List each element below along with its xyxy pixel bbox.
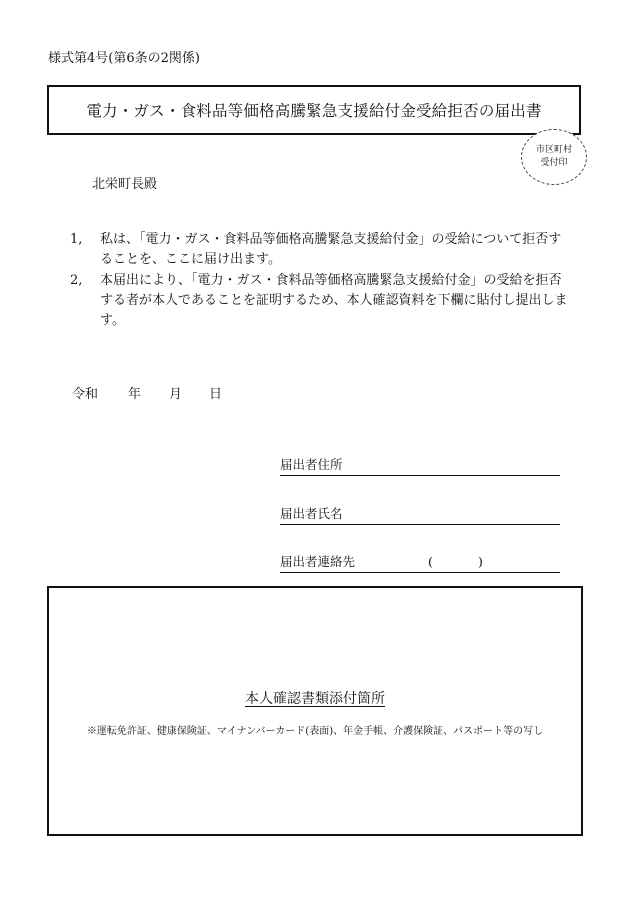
date-year: 年 [128,387,142,402]
statement-item [70,230,570,270]
document-title: 電力・ガス・食料品等価格高騰緊急支援給付金受給拒否の届出書 [86,102,542,120]
applicant-address-label: 届出者住所 [280,457,343,472]
contact-paren-close: ) [478,554,483,569]
date-month: 月 [169,387,183,402]
applicant-address-field[interactable] [280,455,560,476]
applicant-contact-label: 届出者連絡先 [280,554,356,569]
stamp-label-line1: 市区町村 [535,145,572,155]
form-number: 様式第4号(第6条の2関係) [48,51,200,66]
reception-stamp-area [521,129,587,185]
attachment-title: 本人確認書類添付箇所 [245,691,385,707]
stamp-label-line2: 受付印 [540,158,568,168]
applicant-contact-field[interactable] [280,552,560,573]
date-day: 日 [209,387,223,402]
date-era: 令和 [72,387,99,402]
item-number: 1, [70,232,83,247]
applicant-name-label: 届出者氏名 [280,506,343,521]
addressee: 北栄町長殿 [92,177,158,192]
applicant-name-field[interactable] [280,504,560,525]
date-line [72,383,222,402]
contact-paren-open: ( [428,554,433,569]
item-text: 私は、「電力・ガス・食料品等価格高騰緊急支援給付金」の受給について拒否することを、ここに届け出ます。 [100,232,562,267]
item-text: 本届出により、「電力・ガス・食料品等価格高騰緊急支援給付金」の受給を拒否する者が本人であることを証明するため、本人確認資料を下欄に貼付し提出します。 [100,273,568,328]
title-box [47,85,581,135]
id-document-attachment-area [47,586,583,836]
statement-item [70,271,570,331]
item-number: 2, [70,273,83,288]
attachment-note: ※運転免許証、健康保険証、マイナンバーカード(表面)、年金手帳、介護保険証、パスポート等の写し [86,726,544,737]
